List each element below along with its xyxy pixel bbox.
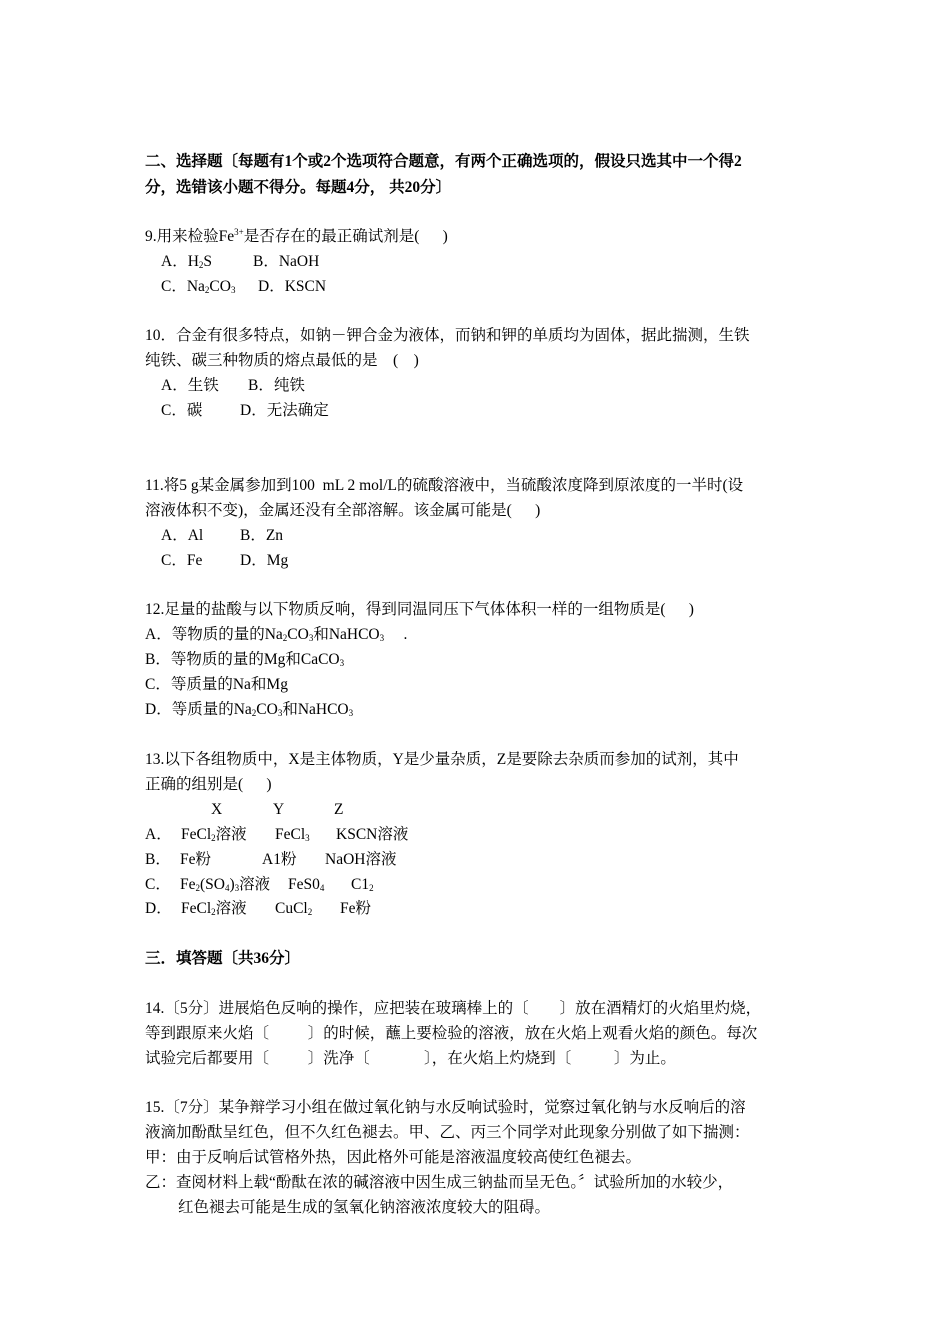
q12-sub: 3 — [379, 633, 385, 643]
question-11-option-a: A．Al — [161, 527, 204, 544]
q13-sub: 2 — [211, 833, 216, 843]
question-14-line2: 等到跟原来火焰〔 〕的时候，蘸上要检验的溶液，放在火焰上观看火焰的颜色。每次 — [145, 1025, 758, 1042]
q13-sub: 3 — [305, 833, 310, 843]
question-11-option-d: D．Mg — [240, 552, 289, 569]
q12-sub: 3 — [277, 708, 283, 718]
q13-cell-text: 溶液 — [215, 900, 247, 917]
q9-option-a-text: A．H — [161, 253, 199, 270]
q12-sub: 3 — [308, 633, 314, 643]
q12-sub: 3 — [339, 658, 345, 668]
question-15-line3: 甲：由于反响后试管格外热，因此格外可能是溶液温度较高使红色褪去。 — [145, 1149, 642, 1166]
question-10-option-a: A．生铁 — [161, 377, 219, 394]
q9-option-a-text: S — [203, 253, 213, 270]
q9-option-c-text: CO — [209, 278, 231, 295]
q12-option-d-text: D．等质量的Na — [145, 701, 252, 718]
question-12-option-a — [145, 622, 407, 647]
question-10-stem-line1: 10．合金有很多特点，如钠－钾合金为液体，而钠和钾的单质均为固体，据此揣测，生铁 — [145, 327, 750, 344]
q9-superscript: 3+ — [234, 227, 244, 237]
q13-row-b-z: NaOH溶液 — [325, 851, 397, 868]
section-heading-choice-line2: 分，选错该小题不得分。每题4分， 共20分〕 — [145, 179, 452, 196]
q13-cell-text: FeCl — [181, 900, 212, 917]
question-13-stem-line2: 正确的组别是( ) — [145, 776, 272, 793]
q13-cell-text: FeS0 — [288, 876, 320, 893]
question-9-option-d: D．KSCN — [258, 278, 327, 295]
question-15-line2: 液滴加酚酞呈红色，但不久红色褪去。甲、乙、丙三个同学对此现象分别做了如下揣测： — [145, 1124, 750, 1141]
q12-option-d-text: 和NaHCO — [282, 701, 349, 718]
q13-sub: 2 — [195, 883, 200, 893]
q13-row-b-y: A1粉 — [262, 851, 297, 868]
question-12-option-d — [145, 697, 353, 722]
q12-option-a-text: 和NaHCO — [313, 626, 380, 643]
q13-row-d-y — [275, 896, 312, 921]
q12-option-a-text: A．等物质的量的Na — [145, 626, 283, 643]
q12-sub: 2 — [282, 633, 288, 643]
question-12-option-b — [145, 647, 344, 672]
q13-cell-text: C1 — [351, 876, 370, 893]
question-15-line1: 15.〔7分〕某争辩学习小组在做过氧化钠与水反响试验时，觉察过氧化钠与水反响后的溶 — [145, 1099, 746, 1116]
question-9-option-b: B．NaOH — [253, 253, 320, 270]
q13-sub: 4 — [319, 883, 325, 893]
q13-header-x: X — [211, 801, 223, 818]
q12-sub: 3 — [348, 708, 354, 718]
q13-row-b-label: B． — [145, 851, 171, 868]
q13-sub: 2 — [211, 907, 216, 917]
q13-row-d-label: D． — [145, 900, 172, 917]
q13-row-c-x — [180, 872, 270, 897]
q13-row-d-x — [181, 896, 247, 921]
q13-row-a-y — [275, 822, 310, 847]
q12-option-a-text: CO — [287, 626, 309, 643]
q9-option-c-text: C．Na — [161, 278, 205, 295]
q13-cell-text: (SO — [200, 876, 225, 893]
question-9-stem — [145, 224, 448, 249]
q9-option-a-sub: 2 — [198, 260, 204, 270]
question-14-line1: 14.〔5分〕进展焰色反响的操作，应把装在玻璃棒上的〔 〕放在酒精灯的火焰里灼烧， — [145, 1000, 762, 1017]
q13-cell-text: Fe — [180, 876, 196, 893]
q13-header-y: Y — [273, 801, 285, 818]
question-13-stem-line1: 13.以下各组物质中，X是主体物质，Y是少量杂质，Z是要除去杂质而参加的试剂，其中 — [145, 751, 739, 768]
q9-option-c-sub: 2 — [204, 285, 210, 295]
q13-cell-text: ) — [229, 876, 235, 893]
question-10-option-b: B．纯铁 — [248, 377, 305, 394]
q13-row-a-x — [181, 822, 247, 847]
q13-sub: 4 — [224, 883, 230, 893]
question-11-option-c: C．Fe — [161, 552, 203, 569]
question-10-option-c: C．碳 — [161, 402, 203, 419]
q12-option-d-text: CO — [256, 701, 278, 718]
q13-cell-text: CuCl — [275, 900, 308, 917]
question-9-option-c — [161, 274, 235, 299]
question-15-line5: 红色褪去可能是生成的氢氧化钠溶液浓度较大的阻碍。 — [178, 1199, 551, 1216]
q13-cell-text: FeCl — [275, 826, 306, 843]
q13-row-c-y — [288, 872, 324, 897]
q13-sub: 2 — [369, 883, 374, 893]
section-heading-fill: 三．填答题〔共36分〕 — [145, 950, 301, 967]
q13-row-a-label: A． — [145, 826, 172, 843]
q13-sub: 2 — [307, 907, 313, 917]
question-10-option-d: D．无法确定 — [240, 402, 329, 419]
question-14-line3: 试验完后都要用〔 〕洗净〔 〕，在火焰上灼烧到〔 〕为止。 — [145, 1050, 676, 1067]
section-heading-choice-line1: 二、选择题〔每题有1个或2个选项符合题意，有两个正确选项的，假设只选其中一个得2 — [145, 153, 742, 170]
q13-cell-text: 溶液 — [215, 826, 247, 843]
q9-option-c-sub: 3 — [230, 285, 236, 295]
q13-sub: 3 — [234, 883, 240, 893]
question-15-line4: 乙：查阅材料上载“酚酞在浓的碱溶液中因生成三钠盐而呈无色。〞试验所加的水较少， — [145, 1174, 734, 1191]
question-11-option-b: B．Zn — [240, 527, 284, 544]
q12-sub: 2 — [251, 708, 257, 718]
question-12-stem: 12.足量的盐酸与以下物质反响，得到同温同压下气体体积一样的一组物质是( ) — [145, 601, 694, 618]
q13-cell-text: 溶液 — [239, 876, 271, 893]
question-11-stem-line1: 11.将5 g某金属参加到100 mL 2 mol/L的硫酸溶液中，当硫酸浓度降到原浓度的一半时(设 — [145, 477, 744, 494]
q13-row-c-z — [351, 872, 374, 897]
q13-header-z: Z — [334, 801, 344, 818]
question-11-stem-line2: 溶液体积不变)，金属还没有全部溶解。该金属可能是( ) — [145, 502, 541, 519]
question-10-stem-line2: 纯铁、碳三种物质的熔点最低的是 ( ) — [145, 352, 419, 369]
question-9-option-a — [161, 249, 212, 274]
q9-stem-part: 9.用来检验Fe — [145, 228, 235, 245]
q13-row-a-z: KSCN溶液 — [336, 826, 409, 843]
question-12-option-c: C．等质量的Na和Mg — [145, 676, 288, 693]
q12-option-a-text: . — [384, 626, 408, 643]
q13-cell-text: FeCl — [181, 826, 212, 843]
q13-row-d-z: Fe粉 — [340, 900, 372, 917]
q13-row-b-x: Fe粉 — [180, 851, 212, 868]
q9-stem-part: 是否存在的最正确试剂是( ) — [243, 228, 448, 245]
q12-option-b-text: B．等物质的量的Mg和CaCO — [145, 651, 340, 668]
q13-row-c-label: C． — [145, 876, 171, 893]
